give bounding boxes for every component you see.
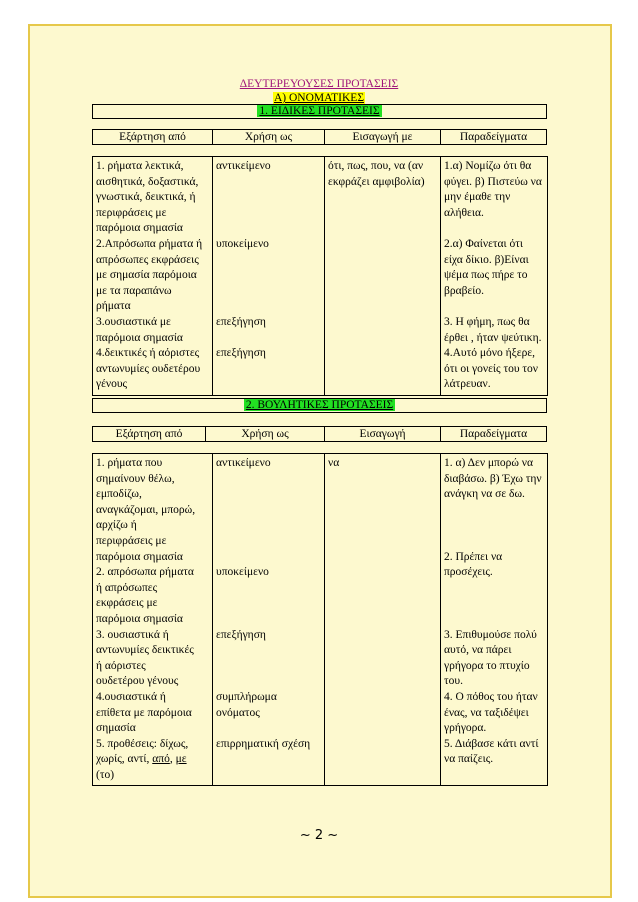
header-examples: Παραδείγματα: [440, 130, 546, 144]
section1-dependency-cell: 1. ρήματα λεκτικά, αισθητικά, δοξαστικά, γνωστικά, δεικτικά, ή περιφράσεις με παρόμοια σημασία 2.Απρόσωπα ρήματα ή απρόσωπες εκφράσεις με σημασία παρόμοια με τα παραπάνω ρήματα 3.ουσιαστικά με παρόμοια σημασία 4.δεικτικές ή αόριστες αντωνυμίες ουδετέρου γένους: [93, 157, 213, 396]
section2-usage-cell: αντικείμενο υποκείμενο επεξήγηση συμπλήρωμα ονόματος επιρρηματική σχέση: [213, 454, 325, 786]
preposition-apo: από: [152, 753, 170, 766]
section2-header-row: [92, 426, 547, 442]
main-title: ΔΕΥΤΕΡΕΥΟΥΣΕΣ ΠΡΟΤΑΣΕΙΣ: [239, 78, 399, 90]
section2-introduction-cell: να: [325, 454, 441, 786]
header-usage: Χρήση ως: [205, 427, 324, 441]
prepositions-line: χωρίς, αντί, από, με: [96, 753, 187, 766]
sub-title: Α) ΟΝΟΜΑΤΙΚΕΣ: [273, 92, 365, 104]
section1-header-row: [92, 129, 547, 145]
header-examples: Παραδείγματα: [440, 427, 546, 441]
section1-introduction-cell: ότι, πως, που, να (αν εκφράζει αμφιβολία): [325, 157, 441, 396]
section2-examples-cell: 1. α) Δεν μπορώ να διαβάσω. β) Έχω την ανάγκη να σε δω. 2. Πρέπει να προσέχεις. 3. Επιθυμούσε πολύ αυτό, να πάρει γρήγορα το πτυχίο του. 4. Ο πόθος του ήταν ένας, να ταξιδέψει γρήγορα. 5. Διάβασε κάτι αντί να παίζεις.: [441, 454, 548, 786]
section2-dependency-cell: 1. ρήματα που σημαίνουν θέλω, εμποδίζω, αναγκάζομαι, μπορώ, αρχίζω ή περιφράσεις με παρόμοια σημασία 2. απρόσωπα ρήματα ή απρόσωπες εκφράσεις με παρόμοια σημασία 3. ουσιαστικά ή αντωνυμίες δεικτικές ή αόριστες ουδετέρου γένους 4.ουσιαστικά ή επίθετα με παρόμοια σημασία 5. προθέσεις: δίχως, χωρίς, αντί, από, με (το): [93, 454, 213, 786]
header-dependency: Εξάρτηση από: [115, 428, 183, 440]
header-dependency: Εξάρτηση από: [119, 131, 186, 143]
section1-table: [92, 156, 548, 396]
page-number: ~ 2 ~: [299, 828, 339, 843]
header-introduction: Εισαγωγή: [324, 427, 440, 441]
header-usage: Χρήση ως: [212, 130, 324, 144]
section1-title: 1. ΕΙΔΙΚΕΣ ΠΡΟΤΑΣΕΙΣ: [92, 104, 547, 119]
section2-title: 2. ΒΟΥΛΗΤΙΚΕΣ ΠΡΟΤΑΣΕΙΣ: [92, 398, 547, 413]
section1-usage-cell: αντικείμενο υποκείμενο επεξήγηση επεξήγηση: [213, 157, 325, 396]
preposition-me: με: [175, 753, 187, 766]
section2-table: [92, 453, 548, 786]
section1-examples-cell: 1.α) Νομίζω ότι θα φύγει. β) Πιστεύω να μην έμαθε την αλήθεια. 2.α) Φαίνεται ότι είχα δίκιο. β)Είναι ψέμα πως πήρε το βραβείο. 3. Η φήμη, πως θα έρθει , ήταν ψεύτικη. 4.Αυτό μόνο ήξερε, ότι οι γονείς του τον λάτρευαν.: [441, 157, 548, 396]
header-introduction: Εισαγωγή με: [324, 130, 440, 144]
